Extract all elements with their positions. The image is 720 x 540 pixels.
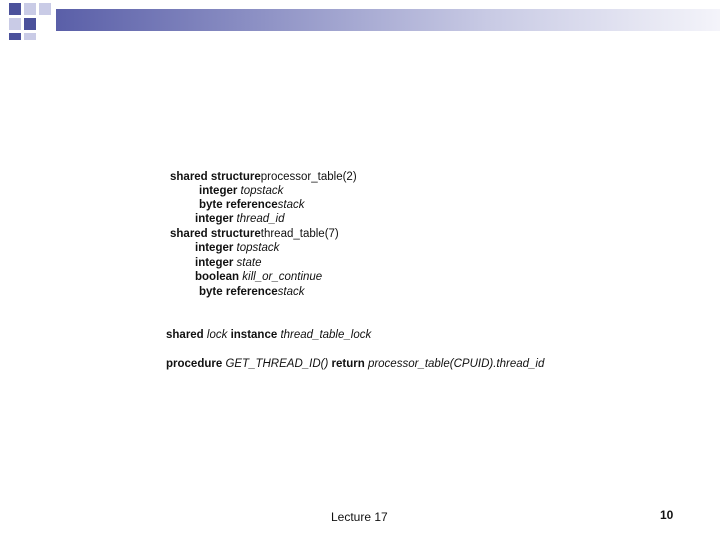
identifier: stack	[277, 199, 305, 211]
header-square	[24, 18, 36, 30]
header-gradient-bar	[56, 9, 720, 31]
keyword: integer	[195, 213, 237, 225]
keyword: shared structure	[170, 228, 261, 240]
keyword: byte reference	[199, 199, 278, 211]
keyword: integer	[195, 242, 237, 254]
identifier: lock	[206, 329, 231, 341]
identifier: GET_THREAD_ID()	[225, 358, 332, 370]
page-number: 10	[660, 508, 674, 522]
keyword: shared structure	[170, 171, 261, 183]
header-square	[24, 3, 36, 15]
identifier: stack	[277, 286, 305, 298]
code-line	[166, 357, 544, 371]
keyword: boolean	[195, 271, 243, 283]
keyword: integer	[195, 257, 237, 269]
code-line	[166, 328, 371, 342]
code-line	[195, 270, 322, 284]
identifier: kill_or_continue	[242, 271, 323, 283]
code-line	[195, 256, 261, 270]
keyword: shared	[166, 329, 207, 341]
identifier: topstack	[240, 185, 284, 197]
keyword: procedure	[166, 358, 226, 370]
code-line	[195, 212, 285, 226]
header-decoration	[0, 0, 720, 40]
identifier: state	[236, 257, 262, 269]
code-line	[195, 241, 279, 255]
header-square	[39, 3, 51, 15]
identifier: thread_id	[236, 213, 285, 225]
header-square	[9, 3, 21, 15]
header-square	[9, 18, 21, 30]
code-line	[170, 227, 339, 241]
keyword: integer	[199, 185, 241, 197]
keyword: byte reference	[199, 286, 278, 298]
identifier: processor_table(CPUID).thread_id	[367, 358, 545, 370]
header-square	[24, 33, 36, 40]
code-line	[199, 184, 283, 198]
footer-label: Lecture 17	[331, 510, 388, 524]
keyword: return	[331, 358, 368, 370]
code-line	[199, 285, 304, 299]
code-line	[170, 170, 357, 184]
keyword: instance	[230, 329, 281, 341]
identifier: thread_table_lock	[280, 329, 372, 341]
identifier: thread_table(7)	[260, 228, 339, 240]
identifier: topstack	[236, 242, 280, 254]
header-square	[9, 33, 21, 40]
identifier: processor_table(2)	[260, 171, 357, 183]
code-line	[199, 198, 304, 212]
